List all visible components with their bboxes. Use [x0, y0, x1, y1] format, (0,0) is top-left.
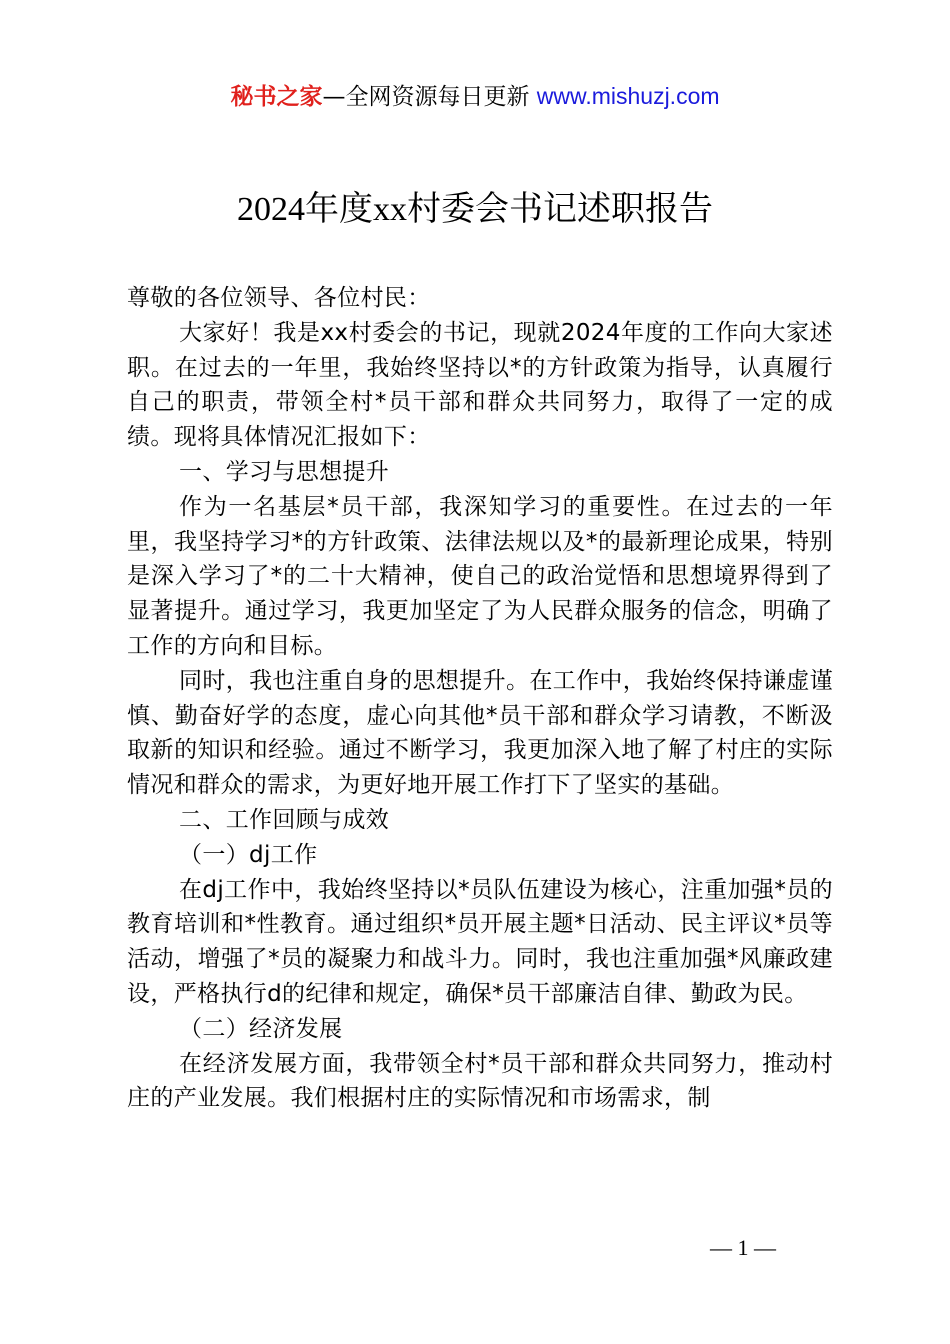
- page-number: — 1 —: [710, 1235, 776, 1260]
- site-header: [0, 80, 950, 113]
- site-brand: 秘书之家: [230, 84, 323, 110]
- site-url-link[interactable]: www.mishuzj.com: [536, 83, 720, 109]
- document-title: 2024年度xx村委会书记述职报告: [237, 191, 713, 228]
- subsection-heading-economy: （二）经济发展: [179, 1015, 343, 1042]
- section-heading-learning: 一、学习与思想提升: [179, 458, 390, 485]
- paragraph-economy: 在经济发展方面，我带领全村*员干部和群众共同努力，推动村庄的产业发展。我们根据村庄的实际情况和市场需求，制: [127, 1050, 833, 1112]
- paragraph-learning-1: 作为一名基层*员干部，我深知学习的重要性。在过去的一年里，我坚持学习*的方针政策、法律法规以及*的最新理论成果，特别是深入学习了*的二十大精神，使自己的政治觉悟和思想境界得到了显著提升。通过学习，我更加坚定了为人民群众服务的信念，明确了工作的方向和目标。: [127, 493, 833, 659]
- paragraph-learning-2: 同时，我也注重自身的思想提升。在工作中，我始终保持谦虚谨慎、勤奋好学的态度，虚心向其他*员干部和群众学习请教，不断汲取新的知识和经验。通过不断学习，我更加深入地了解了村庄的实际情况和群众的需求，为更好地开展工作打下了坚实的基础。: [127, 667, 833, 799]
- paragraph-dj: 在dj工作中，我始终坚持以*员队伍建设为核心，注重加强*员的教育培训和*性教育。通过组织*员开展主题*日活动、民主评议*员等活动，增强了*员的凝聚力和战斗力。同时，我也注重加强*风廉政建设，严格执行d的纪律和规定，确保*员干部廉洁自律、勤政为民。: [127, 876, 833, 1007]
- site-tagline: —全网资源每日更新: [322, 84, 537, 110]
- paragraph-intro: 大家好！我是xx村委会的书记，现就2024年度的工作向大家述职。在过去的一年里，我始终坚持以*的方针政策为指导，认真履行自己的职责，带领全村*员干部和群众共同努力，取得了一定的成绩。现将具体情况汇报如下：: [127, 319, 833, 451]
- subsection-heading-dj: （一）dj工作: [179, 841, 318, 868]
- section-heading-review: 二、工作回顾与成效: [179, 806, 390, 833]
- salutation: 尊敬的各位领导、各位村民：: [127, 285, 431, 311]
- document-body: [127, 281, 833, 1116]
